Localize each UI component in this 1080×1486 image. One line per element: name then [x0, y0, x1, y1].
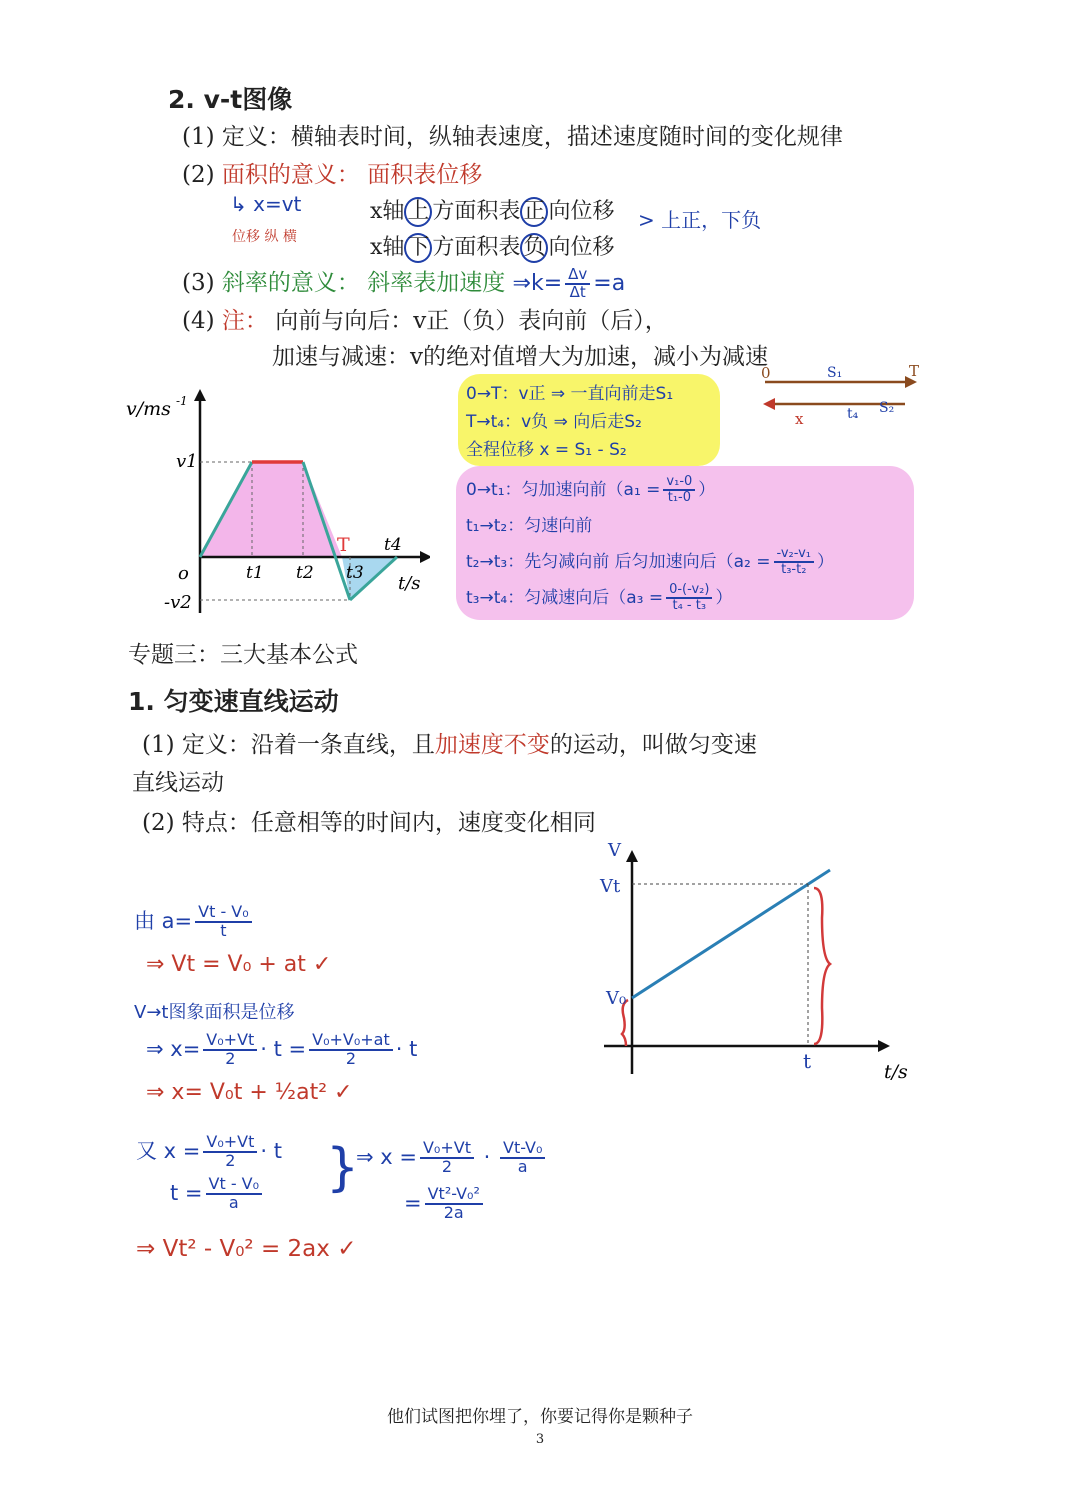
- circled-char: 上: [404, 197, 432, 227]
- v0-label: V₀: [606, 988, 627, 1009]
- definition-line: (1) 定义：横轴表时间，纵轴表速度，描述速度随时间的变化规律: [182, 124, 843, 150]
- uniform-definition-2: 直线运动: [132, 770, 224, 796]
- slope-meaning-line: (3) 斜率的意义： 斜率表加速度 ⇒k= $\frac{\Delta v}{\Delta t}$ =a: [182, 265, 626, 301]
- derive-line-10: ⇒ Vt² - V₀² = 2ax ✓: [136, 1236, 357, 1262]
- y-axis-arrow-icon: [194, 389, 206, 401]
- neg-v2-label: -v2: [164, 592, 192, 613]
- origin-label: o: [178, 563, 189, 584]
- area-meaning-label: 面积的意义：: [221, 162, 360, 188]
- circled-char: 正: [520, 197, 548, 227]
- t2-label: t2: [296, 563, 314, 583]
- right-brace-icon: }: [326, 1138, 360, 1198]
- area-formula: ↳ x=vt: [230, 192, 302, 216]
- y-axis-arrow-icon: [626, 850, 638, 862]
- x-axis-arrow-icon: [420, 551, 430, 563]
- velocity-line: [632, 870, 830, 998]
- circled-char: 负: [520, 233, 548, 263]
- arrow-icon: ↳: [230, 192, 247, 216]
- v1-label: v1: [176, 451, 198, 472]
- sketch-T: T: [909, 362, 920, 380]
- y-axis-label-sup: -1: [176, 394, 188, 408]
- y-axis-label: v/ms: [126, 398, 171, 420]
- slope-meaning-text: 斜率表加速度: [367, 270, 506, 296]
- delta-v-brace: [814, 888, 830, 1044]
- sketch-t4: t₄: [847, 406, 859, 422]
- slope-formula: ⇒k= $\frac{\Delta v}{\Delta t}$ =a: [512, 265, 626, 301]
- t4-label: t4: [384, 535, 402, 555]
- item-number: (2): [182, 162, 215, 188]
- area-meaning-text: 面积表位移: [367, 162, 483, 188]
- above-axis-line: x轴 上 方面积表 正 向位移: [370, 194, 614, 227]
- sketch-o: 0: [761, 364, 771, 382]
- vt-label: Vt: [600, 876, 621, 897]
- page-number: 3: [535, 1432, 545, 1447]
- t1-label: t1: [246, 563, 264, 583]
- sketch-x: x: [795, 410, 804, 428]
- derive-line-4: ⇒ x= $\frac{\text{V₀+Vt}}{2}$ · t = $\frac{\text{V₀+V₀+at}}{2}$ · t: [146, 1030, 418, 1068]
- uniform-feature: (2) 特点：任意相等的时间内，速度变化相同: [142, 810, 596, 836]
- area-meaning-line: [182, 156, 482, 189]
- note-line-2: 加速与减速：v的绝对值增大为加速，减小为减速: [272, 344, 768, 370]
- footer-quote: 他们试图把你埋了，你要记得你是颗种子: [387, 1407, 693, 1427]
- section-heading-vt: 2. v-t图像: [168, 85, 293, 114]
- topic-title: 专题三：三大基本公式: [128, 642, 358, 668]
- derive-line-3: V→t图象面积是位移: [134, 1002, 295, 1023]
- topic-heading: 1. 匀变速直线运动: [128, 687, 339, 716]
- derive-line-7: t = $\frac{\text{Vt - V₀}}{a}$: [170, 1176, 265, 1212]
- pink-notes: 0→t₁：匀加速向前（a₁ = $\frac{\text{v₁-0}}{\text{t₁-0}}$ ） t₁→t₂：匀速向前 t₂→t₃：先匀减向前 后匀加速向后（a₂ = $\frac{\text{-v₂-v₁}}{\text{t₃-t₂}}$ ） t₃→t₄：匀减速向后（a₃ = $\frac{\text{0-(-v₂)}}{\text{t₄ - t₃}}$ ）: [466, 474, 834, 613]
- direction-sketch: [755, 362, 925, 432]
- linear-vt-chart: [590, 838, 930, 1088]
- note-line: (4) 注： 向前与向后：v正（负）表向前（后），: [182, 308, 668, 334]
- derive-line-1: 由 a= $\frac{\text{Vt - V₀}}{t}$: [134, 904, 255, 940]
- y-axis-label: V: [608, 840, 621, 861]
- circled-char: 下: [404, 233, 432, 263]
- t3-label: t3: [346, 563, 364, 583]
- slope-meaning-label: 斜率的意义：: [221, 270, 360, 296]
- yellow-notes: 0→T：v正 ⇒ 一直向前走S₁ T→t₄：v负 ⇒ 向后走S₂ 全程位移 x = S₁ - S₂: [466, 384, 674, 460]
- note-label: 注：: [221, 308, 268, 334]
- below-axis-line: x轴 下 方面积表 负 向位移: [370, 230, 614, 263]
- uniform-definition: (1) 定义：沿着一条直线，且加速度不变的运动，叫做匀变速: [142, 732, 757, 758]
- area-formula-note: 位移 纵 横: [232, 229, 297, 245]
- x-axis-label: t/s: [398, 573, 421, 594]
- sketch-s1: S₁: [827, 365, 843, 381]
- derive-line-9: = $\frac{\text{Vt²-V₀²}}{2a}$: [404, 1186, 486, 1222]
- derive-line-8: ⇒ x = $\frac{\text{V₀+Vt}}{2}$ · $\frac{\text{Vt-V₀}}{a}$: [356, 1140, 548, 1176]
- arrow-left-icon: [763, 398, 775, 410]
- derive-line-5: ⇒ x= V₀t + ½at² ✓: [146, 1080, 353, 1105]
- T-label: T: [337, 534, 350, 556]
- derive-line-6: 又 x = $\frac{\text{V₀+Vt}}{2}$ · t: [136, 1132, 282, 1170]
- bracket-note: > 上正，下负: [638, 208, 762, 232]
- highlight-constant-accel: 加速度不变: [434, 732, 550, 758]
- x-axis-label: t/s: [884, 1061, 908, 1083]
- vt-chart: [120, 385, 430, 625]
- x-axis-arrow-icon: [878, 1040, 890, 1052]
- sketch-s2: S₂: [879, 400, 895, 416]
- t-label: t: [803, 1049, 812, 1073]
- derive-line-2: ⇒ Vt = V₀ + at ✓: [146, 952, 332, 977]
